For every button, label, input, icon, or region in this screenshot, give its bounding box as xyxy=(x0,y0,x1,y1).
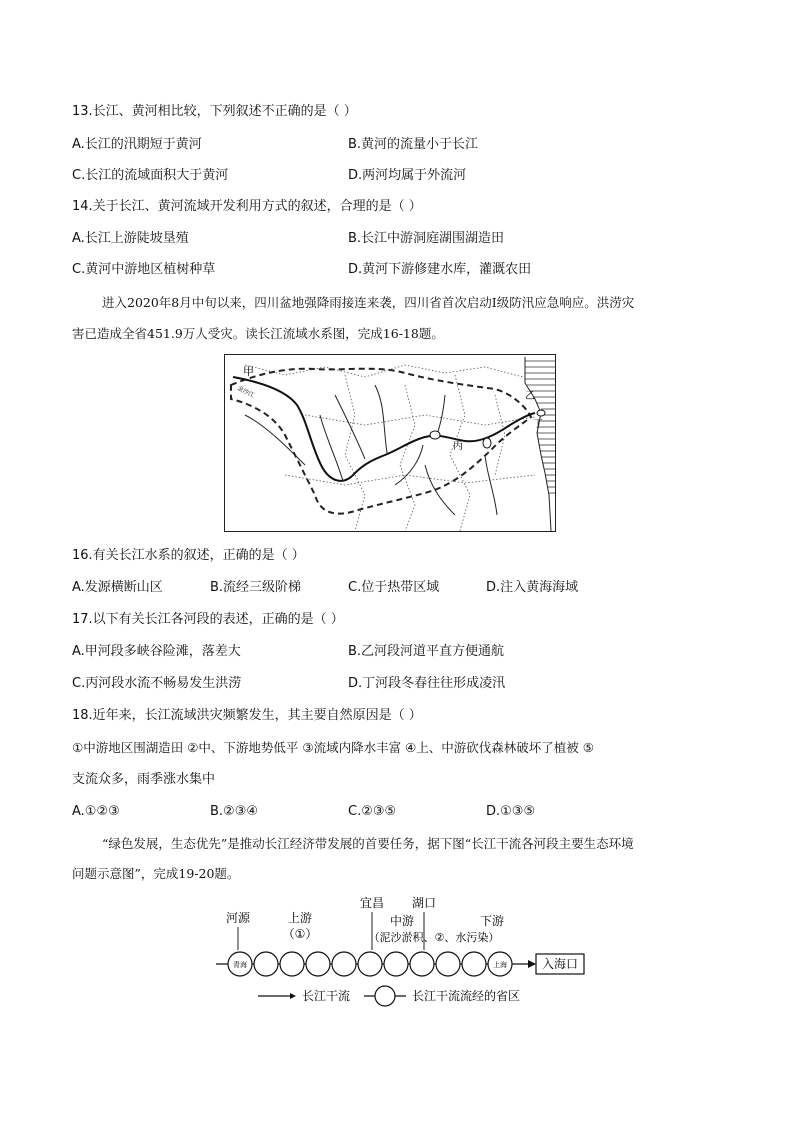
taihu-lake xyxy=(537,410,545,416)
intro1-line1: 进入2020年8月中旬以来，四川盆地强降雨接连来袭，四川省首次启动Ⅰ级防汛应急响应。洪涝灾 xyxy=(102,295,635,310)
q18-options-line1: ①中游地区围湖造田 ②中、下游地势低平 ③流域内降水丰富 ④上、中游砍伐森林破坏了植被 ⑤ xyxy=(72,740,594,755)
q18-option-d: D.①③⑤ xyxy=(486,804,536,819)
q18-option-b: B.②③④ xyxy=(210,804,259,819)
q18-options-line2: 支流众多，雨季涨水集中 xyxy=(72,772,216,787)
q16-option-d: D.注入黄海海域 xyxy=(486,580,579,595)
label-heyuan: 河源 xyxy=(225,911,251,925)
q14-option-b: B.长江中游洞庭湖围湖造田 xyxy=(348,231,505,246)
label-shangyou: 上游 xyxy=(287,911,313,925)
legend-province-circle xyxy=(375,986,395,1006)
legend-trunk-label: 长江干流 xyxy=(302,989,351,1003)
intro2-line1: “绿色发展，生态优先”是推动长江经济带发展的首要任务，据下图“长江干流各河段主要生态环境 xyxy=(102,836,634,851)
q16-option-a: A.发源横断山区 xyxy=(72,580,163,595)
province-circles xyxy=(228,952,512,976)
q17-stem: 17.以下有关长江各河段的表述，正确的是（ ） xyxy=(72,612,344,627)
q14-option-d: D.黄河下游修建水库，灌溉农田 xyxy=(348,262,532,277)
q13-option-b: B.黄河的流量小于长江 xyxy=(348,137,479,152)
label-ruhaikou: 入海口 xyxy=(541,957,579,971)
label-zhongyou-note: （泥沙淤积、②、水污染） xyxy=(368,931,500,944)
q16-option-b: B.流经三级阶梯 xyxy=(210,580,302,595)
q16-stem: 16.有关长江水系的叙述，正确的是（ ） xyxy=(72,548,305,563)
trunk-arrowhead xyxy=(528,960,536,968)
q13-stem: 13.长江、黄河相比较，下列叙述不正确的是（ ） xyxy=(72,104,357,119)
label-yi: 乙 xyxy=(525,391,535,402)
poyang-lake xyxy=(483,438,491,448)
intro2-line2: 问题示意图”，完成19-20题。 xyxy=(72,866,240,881)
label-ding: 丁 xyxy=(533,419,543,430)
q13-option-d: D.两河均属于外流河 xyxy=(348,168,467,183)
label-shanghai: 上海 xyxy=(493,961,507,969)
yangtze-eco-problem-diagram xyxy=(210,890,590,1010)
label-yichang: 宜昌 xyxy=(359,896,385,910)
coastline xyxy=(525,357,551,531)
label-jinsha-river: 金沙江 xyxy=(236,384,256,400)
q13-option-c: C.长江的流域面积大于黄河 xyxy=(72,168,229,183)
q18-option-c: C.②③⑤ xyxy=(348,804,397,819)
legend-trunk-arrow xyxy=(290,993,296,999)
label-qinghai: 青海 xyxy=(233,961,247,969)
diagram-svg xyxy=(210,890,590,1010)
label-hukou: 湖口 xyxy=(411,896,437,910)
dongting-lake xyxy=(430,431,440,439)
q17-option-b: B.乙河段河道平直方便通航 xyxy=(348,644,505,659)
q18-stem: 18.近年来，长江流域洪灾频繁发生，其主要自然原因是（ ） xyxy=(72,708,422,723)
q14-stem: 14.关于长江、黄河流域开发利用方式的叙述，合理的是（ ） xyxy=(72,199,422,214)
label-xiayou: 下游 xyxy=(479,914,505,928)
q17-option-c: C.丙河段水流不畅易发生洪涝 xyxy=(72,676,242,691)
intro1-line2: 害已造成全省451.9万人受灾。读长江流域水系图，完成16-18题。 xyxy=(72,326,444,341)
q14-option-a: A.长江上游陡坡垦殖 xyxy=(72,231,189,246)
q14-option-c: C.黄河中游地区植树种草 xyxy=(72,262,216,277)
q13-option-a: A.长江的汛期短于黄河 xyxy=(72,137,202,152)
q18-option-a: A.①②③ xyxy=(72,804,120,819)
map-svg xyxy=(225,355,555,531)
label-zhongyou: 中游 xyxy=(389,914,415,928)
yangtze-basin-map xyxy=(224,354,556,532)
q17-option-d: D.丁河段冬春往往形成凌汛 xyxy=(348,676,506,691)
q17-option-a: A.甲河段多峡谷险滩，落差大 xyxy=(72,644,241,659)
legend-province-label: 长江干流流经的省区 xyxy=(412,989,521,1003)
label-shangyou-note: （①） xyxy=(282,927,318,941)
label-jia: 甲 xyxy=(243,365,254,378)
label-bing: 丙 xyxy=(453,441,463,452)
q16-option-c: C.位于热带区域 xyxy=(348,580,440,595)
